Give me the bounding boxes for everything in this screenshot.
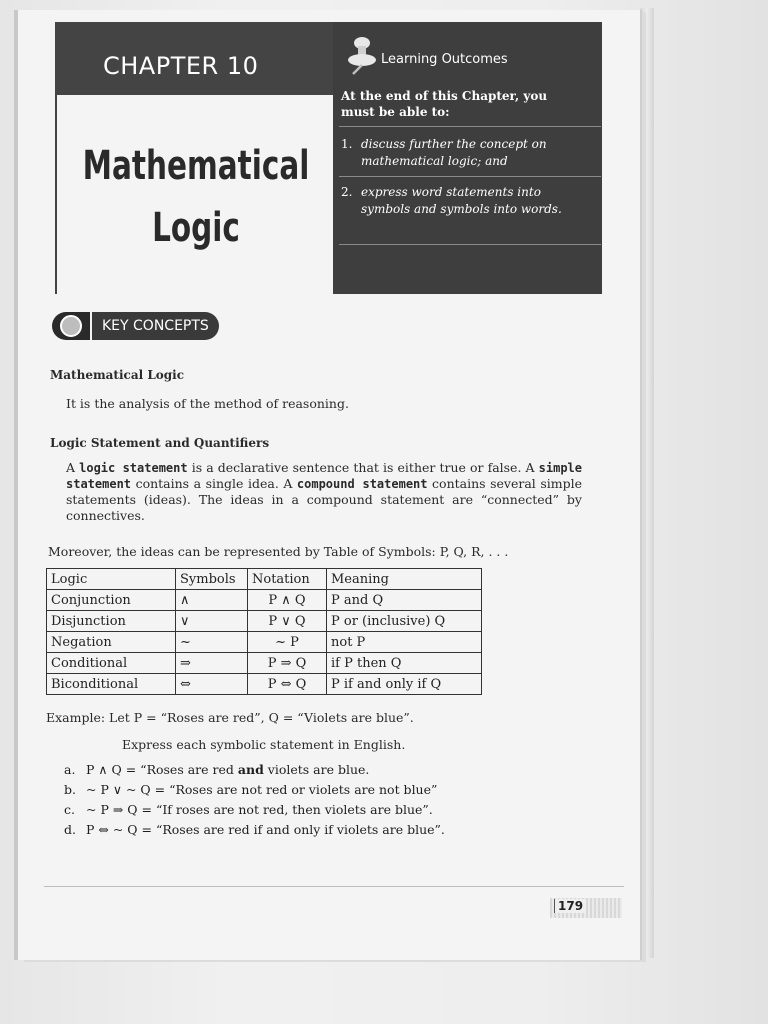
symbols-intro: Moreover, the ideas can be represented by Table of Symbols: P, Q, R, . . . bbox=[48, 544, 509, 559]
key-concepts-label: KEY CONCEPTS bbox=[92, 312, 219, 340]
table-cell: Biconditional bbox=[47, 674, 176, 695]
table-cell: P ∧ Q bbox=[248, 590, 327, 611]
page-number: 179 bbox=[554, 899, 586, 913]
table-cell: ~ P bbox=[248, 632, 327, 653]
table-cell: ∨ bbox=[176, 611, 248, 632]
list-item: c. ~ P ⇒ Q = “If roses are not red, then violets are blue”. bbox=[64, 802, 433, 817]
table-cell: P if and only if Q bbox=[327, 674, 482, 695]
table-cell: P ∨ Q bbox=[248, 611, 327, 632]
term-compound-statement: compound statement bbox=[296, 477, 428, 491]
example-list bbox=[64, 760, 445, 840]
learning-outcomes-panel bbox=[333, 22, 602, 294]
chapter-band bbox=[55, 22, 333, 95]
chapter-header bbox=[55, 22, 602, 294]
list-item: b. ~ P ∨ ~ Q = “Roses are not red or violets are not blue” bbox=[64, 782, 438, 797]
table-cell: ⇒ bbox=[176, 653, 248, 674]
example-instruction: Express each symbolic statement in English. bbox=[122, 737, 406, 752]
pushpin-icon bbox=[343, 34, 381, 76]
divider bbox=[339, 176, 601, 177]
table-row bbox=[47, 674, 482, 695]
table-cell: P ⇒ Q bbox=[248, 653, 327, 674]
logic-statement-paragraph: A logic statement is a declarative sentence that is either true or false. A simple statement contains a single idea. A compound statement contains several simple statements (ideas). The ideas in a compound statement are “connected” by connectives. bbox=[66, 460, 582, 523]
learning-outcomes-title: Learning Outcomes bbox=[381, 52, 508, 67]
table-cell: if P then Q bbox=[327, 653, 482, 674]
divider bbox=[339, 126, 601, 127]
table-header: Notation bbox=[248, 569, 327, 590]
table-cell: Conjunction bbox=[47, 590, 176, 611]
chapter-label: CHAPTER 10 bbox=[103, 52, 259, 80]
table-cell: not P bbox=[327, 632, 482, 653]
page-number-box bbox=[550, 898, 622, 918]
table-row bbox=[47, 590, 482, 611]
section-heading-mathematical-logic: Mathematical Logic bbox=[50, 368, 185, 382]
table-cell: ~ bbox=[176, 632, 248, 653]
table-cell: Disjunction bbox=[47, 611, 176, 632]
disc-icon bbox=[60, 315, 82, 337]
table-row bbox=[47, 653, 482, 674]
page-edge bbox=[640, 8, 654, 958]
table-cell: P ⇔ Q bbox=[248, 674, 327, 695]
table-row bbox=[47, 632, 482, 653]
table-cell: Negation bbox=[47, 632, 176, 653]
example-intro: Example: Let P = “Roses are red”, Q = “Violets are blue”. bbox=[46, 710, 414, 725]
learning-outcome-item: 1. discuss further the concept on mathematical logic; and bbox=[341, 137, 547, 168]
table-cell: Conditional bbox=[47, 653, 176, 674]
divider bbox=[339, 244, 601, 245]
chapter-title-box bbox=[55, 95, 335, 294]
list-item: a. P ∧ Q = “Roses are red and violets are blue. bbox=[64, 762, 370, 777]
key-concepts-badge bbox=[52, 312, 90, 340]
table-cell: ∧ bbox=[176, 590, 248, 611]
table-row bbox=[47, 611, 482, 632]
learning-outcomes-intro: At the end of this Chapter, you must be able to: bbox=[341, 89, 548, 119]
chapter-title-line-1: Mathematical bbox=[82, 143, 310, 189]
footer-rule bbox=[44, 886, 624, 887]
table-header-row bbox=[47, 569, 482, 590]
table-header: Symbols bbox=[176, 569, 248, 590]
section-heading-logic-statement: Logic Statement and Quantifiers bbox=[50, 436, 270, 450]
section-body-mathematical-logic: It is the analysis of the method of reasoning. bbox=[66, 396, 349, 411]
learning-outcome-item: 2. express word statements into symbols and symbols into words. bbox=[341, 185, 562, 216]
table-header: Logic bbox=[47, 569, 176, 590]
term-simple-statement: simple statement bbox=[66, 461, 582, 491]
table-cell: ⇔ bbox=[176, 674, 248, 695]
table-cell: P and Q bbox=[327, 590, 482, 611]
list-item: d. P ⇔ ~ Q = “Roses are red if and only if violets are blue”. bbox=[64, 822, 445, 837]
chapter-title-line-2: Logic bbox=[152, 205, 240, 251]
table-cell: P or (inclusive) Q bbox=[327, 611, 482, 632]
term-logic-statement: logic statement bbox=[79, 461, 188, 475]
table-header: Meaning bbox=[327, 569, 482, 590]
symbols-table bbox=[46, 568, 482, 695]
